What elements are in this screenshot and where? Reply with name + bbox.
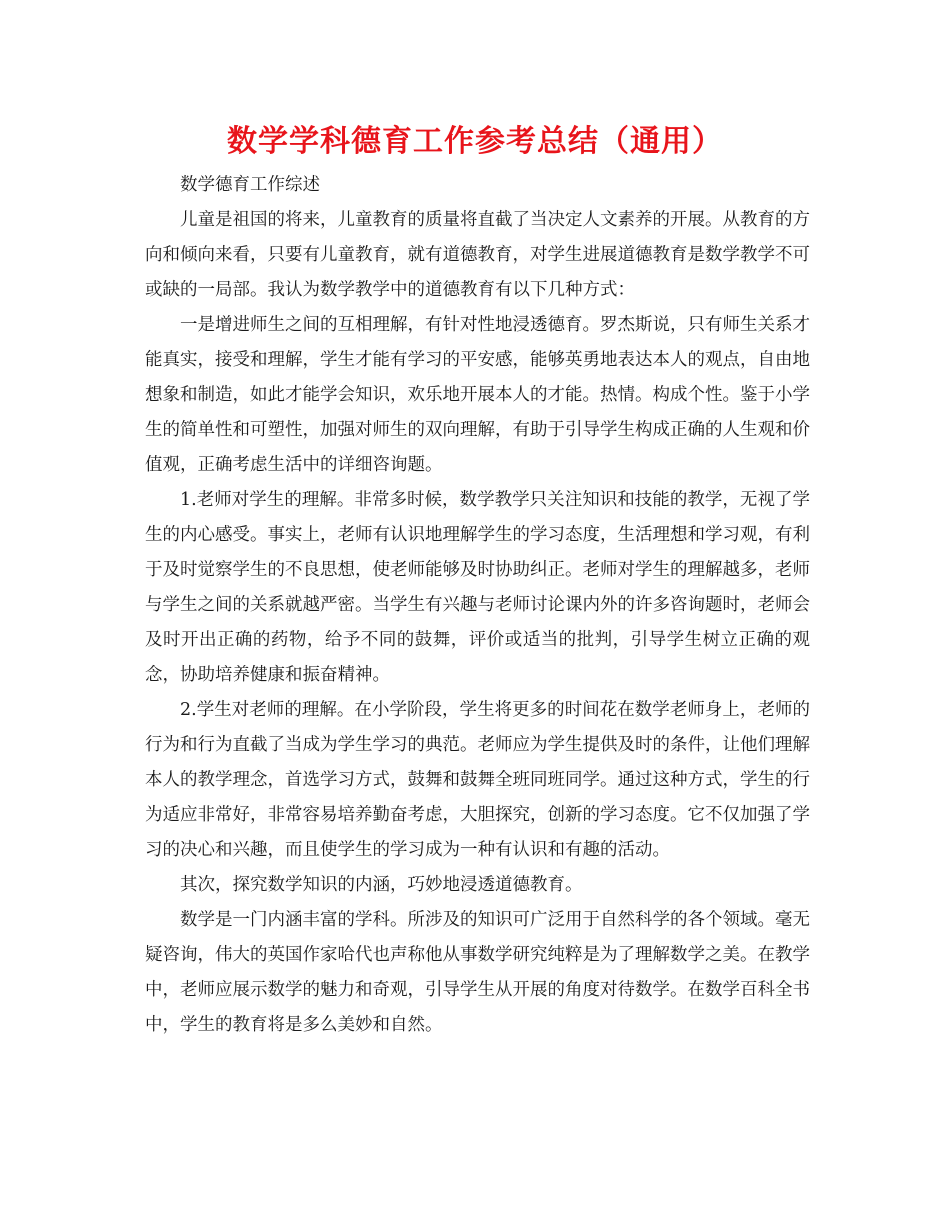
paragraph-math-beauty: 数学是一门内涵丰富的学科。所涉及的知识可广泛用于自然科学的各个领域。毫无疑咨询，伟大的英国作家哈代也声称他从事数学研究纯粹是为了理解数学之美。在教学中，老师应展示数学的魅力和奇观，引导学生从开展的角度对待数学。在数学百科全书中，学生的教育将是多么美妙和自然。: [145, 910, 810, 1035]
section-subheading: 数学德育工作综述: [180, 175, 320, 195]
document-title: 数学学科德育工作参考总结（通用）: [227, 124, 723, 159]
document-body: [145, 168, 810, 1043]
paragraph-intro: 儿童是祖国的将来，儿童教育的质量将直截了当决定人文素养的开展。从教育的方向和倾向来看，只要有儿童教育，就有道德教育，对学生进展道德教育是数学教学不可或缺的一局部。我认为数学教学中的道德教育有以下几种方式：: [145, 210, 810, 300]
paragraph-second-method: 其次，探究数学知识的内涵，巧妙地浸透道德教育。: [180, 875, 583, 895]
paragraph-teacher-understanding: 1.老师对学生的理解。非常多时候，数学教学只关注知识和技能的教学，无视了学生的内心感受。事实上，老师有认识地理解学生的学习态度，生活理想和学习观，有利于及时觉察学生的不良思想，使老师能够及时协助纠正。老师对学生的理解越多，老师与学生之间的关系就越严密。当学生有兴趣与老师讨论课内外的许多咨询题时，老师会及时开出正确的药物，给予不同的鼓舞，评价或适当的批判，引导学生树立正确的观念，协助培养健康和振奋精神。: [145, 490, 810, 685]
paragraph-first-method: 一是增进师生之间的互相理解，有针对性地浸透德育。罗杰斯说，只有师生关系才能真实，接受和理解，学生才能有学习的平安感，能够英勇地表达本人的观点，自由地想象和制造，如此才能学会知识，欢乐地开展本人的才能。热情。构成个性。鉴于小学生的简单性和可塑性，加强对师生的双向理解，有助于引导学生构成正确的人生观和价值观，正确考虑生活中的详细咨询题。: [145, 315, 810, 475]
paragraph-student-understanding: 2.学生对老师的理解。在小学阶段，学生将更多的时间花在数学老师身上，老师的行为和行为直截了当成为学生学习的典范。老师应为学生提供及时的条件，让他们理解本人的教学理念，首选学习方式，鼓舞和鼓舞全班同班同学。通过这种方式，学生的行为适应非常好，非常容易培养勤奋考虑，大胆探究，创新的学习态度。它不仅加强了学习的决心和兴趣，而且使学生的学习成为一种有认识和有趣的活动。: [145, 700, 810, 860]
